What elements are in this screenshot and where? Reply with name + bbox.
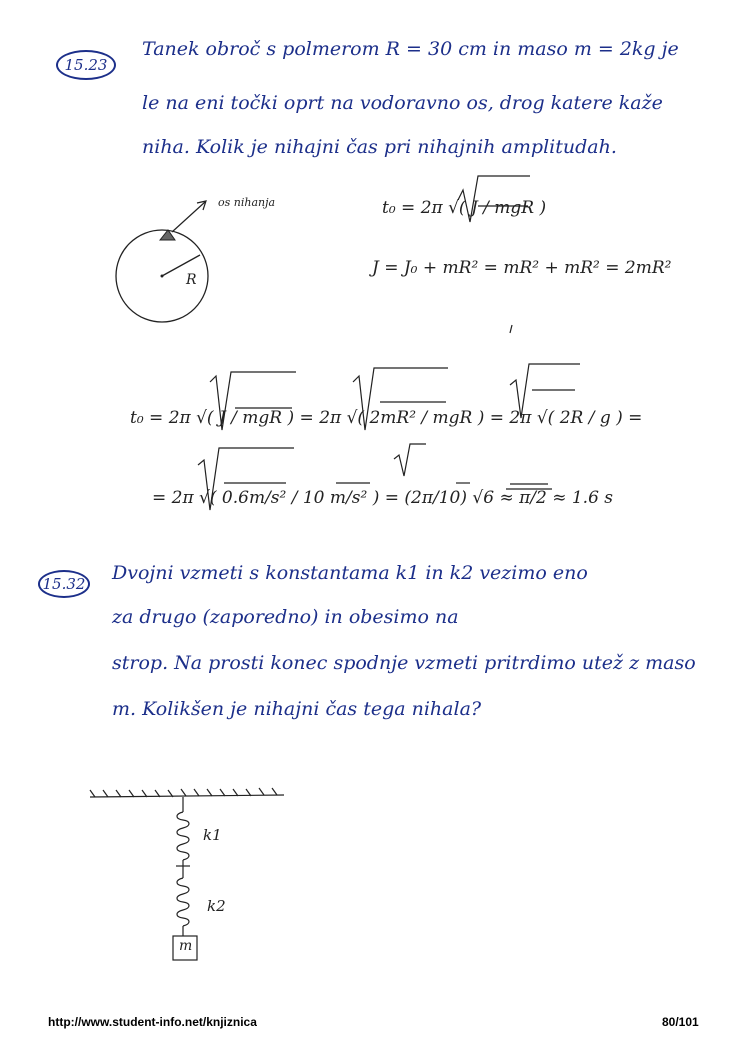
k1-label: k1 — [203, 826, 222, 844]
equation-t0-a: t₀ = 2π √( J / mgR ) — [382, 198, 547, 218]
problem-2-line-3: strop. Na prosti konec spodnje vzmeti pritrdimo utež z maso — [112, 652, 696, 674]
problem-2-line-2: za drugo (zaporedno) in obesimo na — [112, 606, 459, 628]
equation-j: J = J₀ + mR² = mR² + mR² = 2mR² — [372, 258, 672, 278]
problem-1-line-2: le na eni točki oprt na vodoravno os, drog katere kaže — [142, 92, 663, 114]
radical-signs — [198, 176, 580, 510]
axis-label: os nihanja — [218, 196, 276, 209]
axis-arrow-line — [172, 202, 205, 232]
k2-label: k2 — [207, 897, 226, 915]
problem-number-1 — [56, 50, 116, 80]
problem-number-label: 15.32 — [42, 575, 86, 593]
mass-label: m — [179, 938, 193, 954]
problem-number-2 — [38, 570, 90, 598]
equation-t0-b-1: t₀ = 2π √( J / mgR ) = 2π √( 2mR² / mgR ) = 2π √( 2R / g ) = — [130, 408, 643, 428]
problem-1-line-3: niha. Kolik je nihajni čas pri nihajnih amplitudah. — [142, 136, 617, 158]
problem-2-line-1: Dvojni vzmeti s konstantama k1 in k2 vezimo eno — [112, 562, 588, 584]
problem-number-label: 15.23 — [64, 56, 108, 74]
problem-1-line-1: Tanek obroč s polmerom R = 30 cm in maso m = 2kg je — [142, 38, 679, 60]
ring-center — [161, 275, 164, 278]
radius-label: R — [186, 272, 197, 288]
footer-page-number: 80/101 — [662, 1015, 699, 1029]
footer-url: http://www.student-info.net/knjiznica — [48, 1015, 257, 1029]
spring-figure — [90, 788, 284, 960]
problem-2-line-4: m. Kolikšen je nihajni čas tega nihala? — [112, 698, 482, 720]
equation-t0-b-2: = 2π √( 0.6m/s² / 10 m/s² ) = (2π/10) √6 ≈ π/2 ≈ 1.6 s — [152, 488, 614, 508]
